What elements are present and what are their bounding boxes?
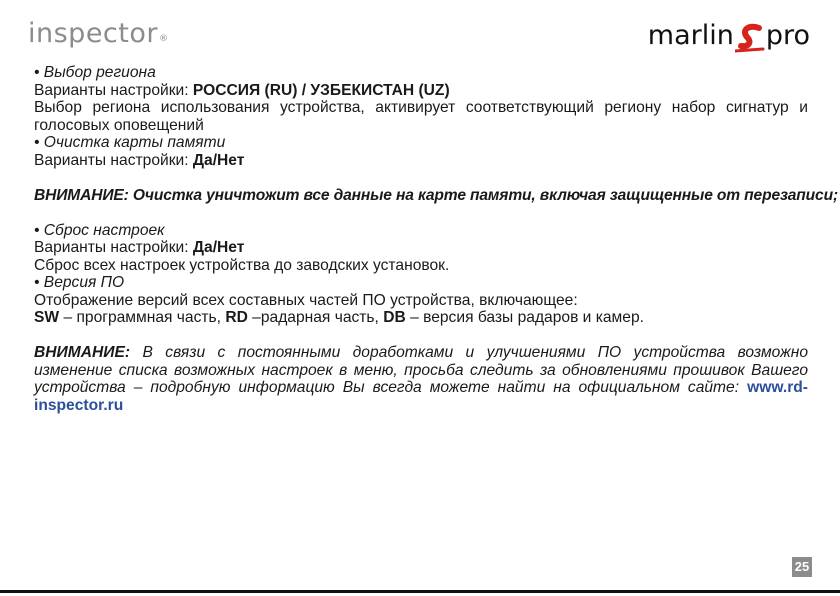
region-title: • Выбор региона: [34, 64, 156, 81]
version-title: • Версия ПО: [34, 274, 125, 291]
region-options: [34, 82, 808, 100]
memory-card-warning: ВНИМАНИЕ: Очистка уничтожит все данные на карте памяти, включая защищенные от перезаписи;: [34, 186, 838, 204]
inspector-logo: [28, 18, 168, 49]
page-content: [34, 64, 838, 414]
notice-paragraph: [34, 344, 808, 414]
s-swoosh-icon: [735, 18, 765, 58]
reset-options-value: Да/Нет: [192, 239, 245, 256]
region-description: Выбор региона использования устройства, активирует соответствующий региону набор сигнатур и голосовых оповещений: [34, 99, 808, 134]
sw-text: – программная часть,: [59, 309, 226, 326]
reset-description: Сброс всех настроек устройства до заводских установок.: [34, 256, 450, 274]
registered-mark: ®: [158, 34, 169, 44]
memory-card-options-value: Да/Нет: [192, 151, 245, 169]
reset-options-label: Варианты настройки:: [34, 239, 193, 256]
rd-label: RD: [225, 309, 248, 326]
version-description: Отображение версий всех составных частей ПО устройства, включающее:: [34, 291, 578, 309]
spacer: [34, 204, 808, 222]
memory-card-options-label: Варианты настройки:: [34, 151, 193, 169]
region-options-value: РОССИЯ (RU) / УЗБЕКИСТАН (UZ): [192, 81, 450, 99]
rd-text: –радарная часть,: [247, 309, 384, 326]
notice-label: ВНИМАНИЕ:: [34, 344, 131, 361]
inspector-logo-text: inspector: [28, 18, 158, 49]
region-options-label: Варианты настройки:: [34, 81, 193, 99]
db-label: DB: [383, 309, 406, 326]
spacer: [34, 169, 808, 187]
notice-text: В связи с постоянными доработками и улучшениями ПО устройства возможно изменение списка возможных настроек в меню, просьба следить за обновлениями прошивок Вашего устройства – подробную информацию Вы всегда можете найти на официальном сайте:: [34, 344, 808, 396]
memory-card-title: • Очистка карты памяти: [34, 134, 226, 151]
marlin-logo-text: marlin: [647, 20, 734, 51]
db-text: – версия базы радаров и камер.: [405, 309, 644, 326]
page-number: 25: [792, 557, 812, 577]
spacer: [34, 327, 808, 345]
bottom-rule: [0, 590, 840, 593]
memory-card-options: [34, 152, 808, 170]
sw-label: SW: [34, 309, 60, 326]
reset-title: • Сброс настроек: [34, 221, 165, 239]
marlin-pro-logo: [648, 18, 810, 58]
website-link[interactable]: www.rd-inspector.ru: [34, 379, 808, 414]
reset-options: [34, 239, 808, 257]
pro-logo-text: pro: [765, 20, 810, 51]
version-components: [34, 309, 808, 327]
